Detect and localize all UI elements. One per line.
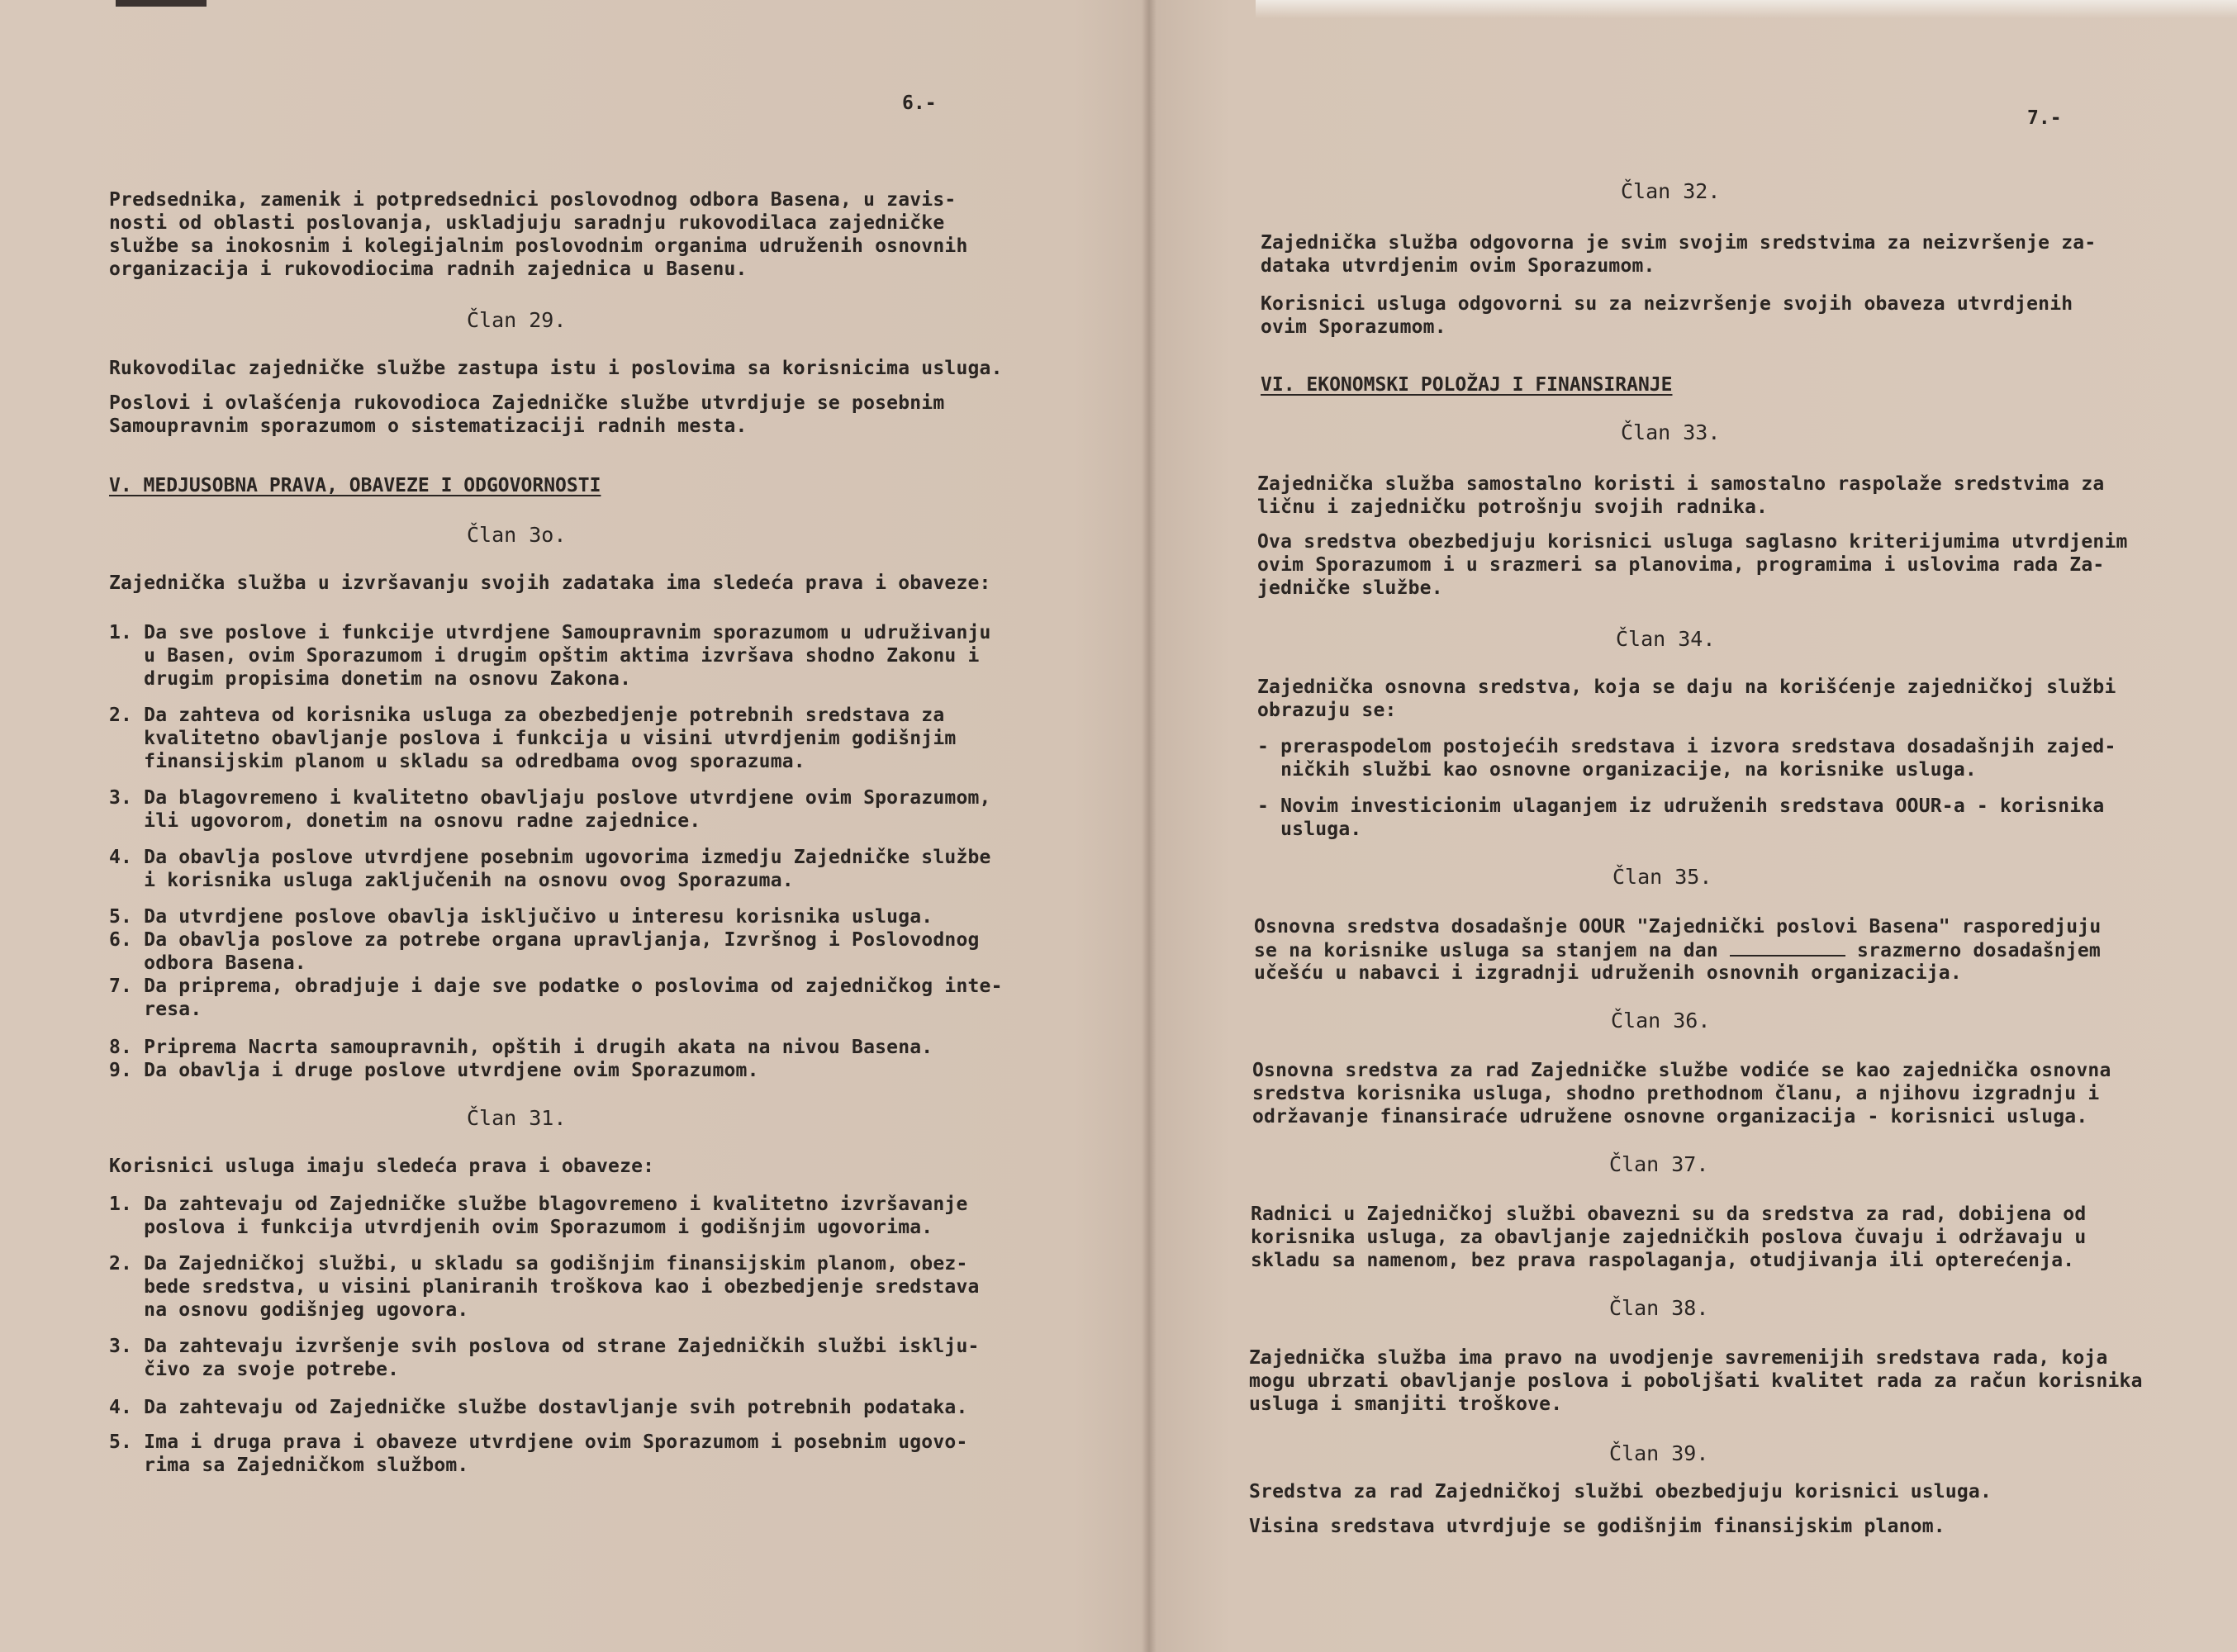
page-fold — [1142, 0, 1156, 1652]
list-item: 1. Da sve poslove i funkcije utvrdjene Samoupravnim sporazumom u udruživanju u Basen, ovim Sporazumom i drugim opštim aktima izvršava shodno Zakonu i drugim propisima donetim na osnovu Zakona. — [109, 622, 991, 690]
paragraph-30: Zajednička služba u izvršavanju svojih zadataka ima sledeća prava i obaveze: — [109, 572, 991, 594]
paragraph-32b: Korisnici usluga odgovorni su za neizvršenje svojih obaveza utvrdjenih ovim Sporazumom. — [1261, 293, 2073, 338]
list-item: 1. Da zahtevaju od Zajedničke službe blagovremeno i kvalitetno izvršavanje poslova i funkcija utvrdjenih ovim Sporazumom i godišnjim ugovorima. — [109, 1194, 968, 1238]
article-heading-33: Član 33. — [1621, 420, 1721, 444]
paragraph-37: Radnici u Zajedničkoj službi obavezni su da sredstva za rad, dobijena od korisnika usluga, za obavljanje zajedničkih poslova čuvaju i održavaju u skladu sa namenom, bez prava raspolaganja, otudjivanja ili opterećenja. — [1251, 1203, 2087, 1271]
list-item: 5. Da utvrdjene poslove obavlja isključivo u interesu korisnika usluga. 6. Da obavlja poslove za potrebe organa upravljanja, Izvršnog i Poslovodnog odbora Basena. 7. Da priprema, obradjuje i daje sve podatke o poslovima od zajedničkog inte- resa. — [109, 906, 1003, 1020]
article-heading-32: Član 32. — [1621, 179, 1721, 203]
article-heading-31: Član 31. — [467, 1106, 567, 1130]
paragraph-35-line1: Osnovna sredstva dosadašnje OOUR "Zajednički poslovi Basena" rasporedjuju — [1254, 916, 2102, 938]
list-item: - Novim investicionim ulaganjem iz udruženih sredstava OOUR-a - korisnika usluga. — [1257, 795, 2105, 840]
article-heading-36: Član 36. — [1611, 1009, 1711, 1032]
paragraph-33b: Ova sredstva obezbedjuju korisnici usluga saglasno kriterijumima utvrdjenim ovim Sporazumom i u srazmeri sa planovima, programima i uslovima rada Za- jedničke službe. — [1257, 531, 2128, 599]
list-item: 3. Da blagovremeno i kvalitetno obavljaju poslove utvrdjene ovim Sporazumom, ili ugovorom, donetim na osnovu radne zajednice. — [109, 787, 991, 832]
paragraph-36: Osnovna sredstva za rad Zajedničke službe vodiće se kao zajednička osnovna sredstva korisnika usluga, shodno prethodnom članu, a njihovu izgradnju i održavanje finansiraće udružene osnovne organizacija - korisnici usluga. — [1252, 1060, 2111, 1127]
article-heading-35: Član 35. — [1612, 865, 1712, 889]
section-heading-v: V. MEDJUSOBNA PRAVA, OBAVEZE I ODGOVORNOSTI — [109, 475, 601, 496]
paragraph-38: Zajednička služba ima pravo na uvodjenje savremenijih sredstava rada, koja mogu ubrzati obavljanje poslova i poboljšati kvalitet rada za račun korisnika usluga i smanjiti troškove. — [1249, 1347, 2143, 1415]
article-heading-34: Član 34. — [1616, 627, 1716, 651]
paragraph-29a: Rukovodilac zajedničke službe zastupa istu i poslovima sa korisnicima usluga. — [109, 358, 1003, 379]
list-item: 4. Da zahtevaju od Zajedničke službe dostavljanje svih potrebnih podataka. — [109, 1397, 968, 1418]
article-heading-30: Član 3o. — [467, 523, 567, 547]
paragraph-29b: Poslovi i ovlašćenja rukovodioca Zajedničke službe utvrdjuje se posebnim Samoupravnim sporazumom o sistematizaciji radnih mesta. — [109, 392, 945, 437]
paragraph-34: Zajednička osnovna sredstva, koja se daju na korišćenje zajedničkoj službi obrazuju se: — [1257, 676, 2116, 721]
paragraph-39b: Visina sredstava utvrdjuje se godišnjim finansijskim planom. — [1249, 1516, 1945, 1537]
article-heading-37: Član 37. — [1609, 1152, 1709, 1176]
paragraph-35-line2b: srazmerno dosadašnjem — [1845, 940, 2101, 961]
paragraph-39a: Sredstva za rad Zajedničkoj službi obezbedjuju korisnici usluga. — [1249, 1481, 1992, 1502]
paragraph-35-line2a: se na korisnike usluga sa stanjem na dan — [1254, 940, 1730, 961]
list-item: 2. Da Zajedničkoj službi, u skladu sa godišnjim finansijskim planom, obez- bede sredstva, u visini planiranih troškova kao i obezbedjenje sredstava na osnovu godišnjeg ugovora. — [109, 1253, 980, 1321]
list-item: 3. Da zahtevaju izvršenje svih poslova od strane Zajedničkih službi isklju- čivo za svoje potrebe. — [109, 1336, 980, 1380]
paragraph-35-line3: učešću u nabavci i izgradnji udruženih osnovnih organizacija. — [1254, 962, 1962, 984]
list-item: 8. Priprema Nacrta samoupravnih, opštih i drugih akata na nivou Basena. 9. Da obavlja i druge poslove utvrdjene ovim Sporazumom. — [109, 1037, 933, 1081]
right-page — [1156, 0, 2237, 1652]
paragraph-33a: Zajednička služba samostalno koristi i samostalno raspolaže sredstvima za ličnu i zajedničku potrošnju svojih radnika. — [1257, 473, 2105, 518]
section-heading-vi: VI. EKONOMSKI POLOŽAJ I FINANSIRANJE — [1261, 374, 1673, 396]
list-item: 2. Da zahteva od korisnika usluga za obezbedjenje potrebnih sredstava za kvalitetno obavljanje poslova i funkcija u visini utvrdjenim godišnjim finansijskim planom u skladu sa odredbama ovog sporazuma. — [109, 705, 957, 772]
paragraph-intro: Predsednika, zamenik i potpredsednici poslovodnog odbora Basena, u zavis- nosti od oblasti poslovanja, uskladjuju saradnju rukovodilaca zajedničke službe sa inokosnim i kolegijalnim poslovodnim organima udruženih osnovnih organizacija i rukovodiocima radnih zajednica u Basenu. — [109, 189, 968, 280]
page-number: 6.- — [902, 93, 937, 114]
page-number: 7.- — [2027, 107, 2062, 129]
article-heading-39: Član 39. — [1609, 1441, 1709, 1465]
list-item: 5. Ima i druga prava i obaveze utvrdjene ovim Sporazumom i posebnim ugovo- rima sa Zajedničkom službom. — [109, 1431, 968, 1476]
list-item: 4. Da obavlja poslove utvrdjene posebnim ugovorima izmedju Zajedničke službe i korisnika usluga zaključenih na osnovu ovog Sporazuma. — [109, 847, 991, 891]
date-blank-line — [1730, 938, 1845, 957]
list-item: - preraspodelom postojećih sredstava i izvora sredstava dosadašnjih zajed- ničkih službi kao osnovne organizacije, na korisnike usluga. — [1257, 736, 2116, 781]
article-heading-29: Član 29. — [467, 308, 567, 332]
paragraph-35-line2 — [1254, 938, 2101, 962]
paragraph-31: Korisnici usluga imaju sledeća prava i obaveze: — [109, 1156, 655, 1177]
paragraph-32a: Zajednička služba odgovorna je svim svojim sredstvima za neizvršenje za- dataka utvrdjenim ovim Sporazumom. — [1261, 232, 2097, 277]
article-heading-38: Član 38. — [1609, 1296, 1709, 1320]
